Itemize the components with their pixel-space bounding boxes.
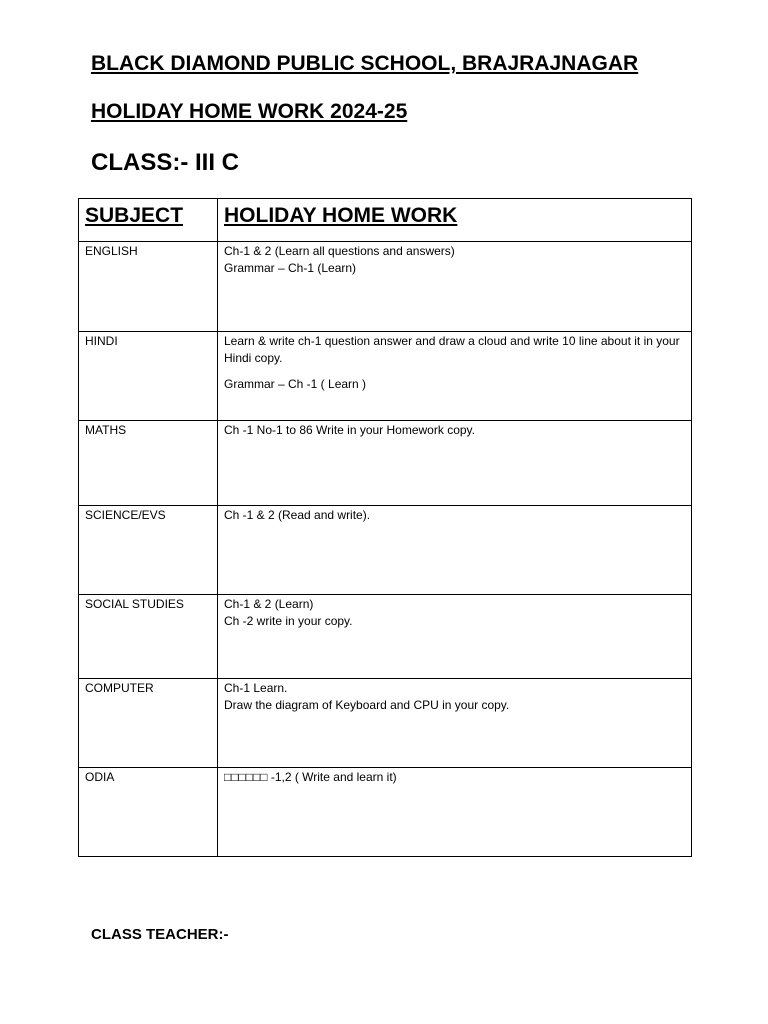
subject-cell: SOCIAL STUDIES bbox=[79, 595, 218, 679]
table-header-row bbox=[79, 199, 692, 242]
homework-cell bbox=[218, 595, 692, 679]
subject-cell: MATHS bbox=[79, 421, 218, 506]
homework-cell bbox=[218, 421, 692, 506]
subject-cell: ODIA bbox=[79, 768, 218, 857]
homework-line: Ch -1 No-1 to 86 Write in your Homework copy. bbox=[224, 423, 475, 437]
homework-line: Ch -1 & 2 (Read and write). bbox=[224, 508, 371, 522]
table-row-social-studies bbox=[79, 595, 692, 679]
table-row-maths bbox=[79, 421, 692, 506]
table-row-hindi bbox=[79, 332, 692, 421]
school-name: BLACK DIAMOND PUBLIC SCHOOL, BRAJRAJNAGAR bbox=[91, 52, 639, 75]
homework-line: Grammar – Ch-1 (Learn) bbox=[224, 261, 357, 275]
homework-line: Ch -2 write in your copy. bbox=[224, 614, 353, 628]
table-row-science bbox=[79, 506, 692, 595]
class-teacher-label: CLASS TEACHER:- bbox=[91, 926, 229, 943]
table-row-odia bbox=[79, 768, 692, 857]
subject-cell: COMPUTER bbox=[79, 679, 218, 768]
session-title: HOLIDAY HOME WORK 2024-25 bbox=[91, 100, 408, 123]
table-row-english bbox=[79, 242, 692, 332]
homework-cell bbox=[218, 768, 692, 857]
homework-line: Draw the diagram of Keyboard and CPU in your copy. bbox=[224, 698, 510, 712]
homework-line: □□□□□□ -1,2 ( Write and learn it) bbox=[224, 770, 397, 784]
subject-cell: SCIENCE/EVS bbox=[79, 506, 218, 595]
homework-cell bbox=[218, 332, 692, 421]
homework-line: Learn & write ch-1 question answer and draw a cloud and write 10 line about it in your Hindi copy. bbox=[224, 334, 680, 365]
subject-cell: HINDI bbox=[79, 332, 218, 421]
homework-line: Ch-1 & 2 (Learn) bbox=[224, 597, 314, 611]
table-row-computer bbox=[79, 679, 692, 768]
homework-cell bbox=[218, 506, 692, 595]
homework-line: Ch-1 & 2 (Learn all questions and answers) bbox=[224, 244, 455, 258]
subject-column-header: SUBJECT bbox=[79, 199, 218, 242]
paragraph-gap bbox=[224, 367, 685, 376]
homework-table bbox=[78, 198, 692, 857]
homework-cell bbox=[218, 679, 692, 768]
class-label: CLASS:- III C bbox=[91, 149, 239, 176]
homework-line: Grammar – Ch -1 ( Learn ) bbox=[224, 377, 367, 391]
work-column-header: HOLIDAY HOME WORK bbox=[218, 199, 692, 242]
homework-cell bbox=[218, 242, 692, 332]
subject-cell: ENGLISH bbox=[79, 242, 218, 332]
homework-line: Ch-1 Learn. bbox=[224, 681, 288, 695]
